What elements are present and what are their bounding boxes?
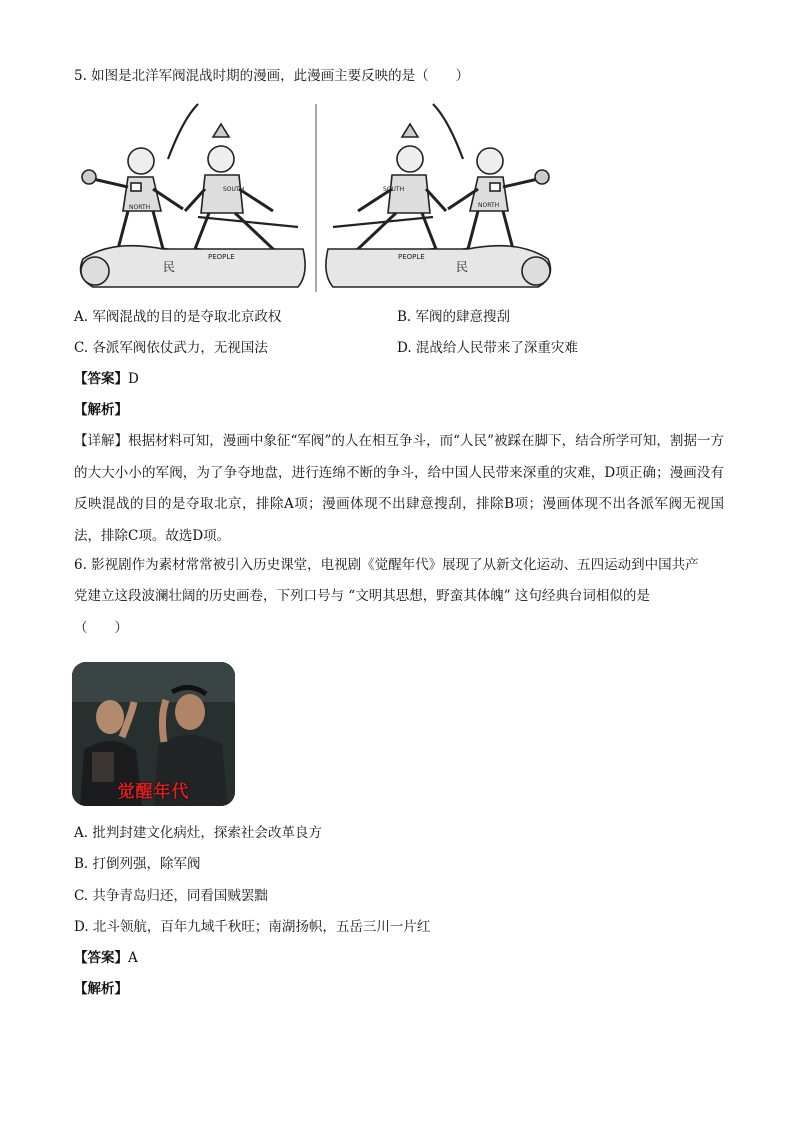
cartoon-label-people-right: PEOPLE — [398, 253, 425, 261]
cartoon-label-south-left: SOUTH — [223, 186, 245, 193]
question-6-stem-line1: 6. 影视剧作为素材常常被引入历史课堂，电视剧《觉醒年代》展现了从新文化运动、五四运动到中国共产 — [74, 557, 699, 573]
q5-option-c: C. 各派军阀依仗武力，无视国法 — [74, 340, 268, 356]
question-6-stem-line3: （ ） — [74, 620, 128, 636]
cartoon-label-north-right: NORTH — [478, 202, 500, 209]
q5-answer-label: 【答案】 — [74, 371, 128, 387]
awakening-age-poster-image — [72, 662, 235, 806]
question-6-stem-line2: 党建立这段波澜壮阔的历史画卷，下列口号与 “文明其思想，野蛮其体魄” 这句经典台词相似的是 — [74, 588, 650, 604]
q6-answer-value: A — [128, 950, 138, 966]
q6-answer — [74, 948, 138, 968]
q5-option-b: B. 军阀的肆意搜刮 — [397, 309, 511, 325]
cartoon-label-min-right: 民 — [456, 260, 469, 274]
q6-answer-label: 【答案】 — [74, 950, 128, 966]
question-5-stem: 5. 如图是北洋军阀混战时期的漫画，此漫画主要反映的是（ ） — [74, 68, 470, 84]
q5-answer — [74, 369, 139, 389]
q5-option-a: A. 军阀混战的目的是夺取北京政权 — [74, 309, 282, 325]
cartoon-label-north-left: NORTH — [129, 204, 151, 211]
q5-option-d: D. 混战给人民带来了深重灾难 — [397, 340, 578, 356]
cartoon-label-people-left: PEOPLE — [208, 253, 235, 261]
q5-detail-explanation: 【详解】根据材料可知，漫画中象征“军阀”的人在相互争斗，而“人民”被踩在脚下，结合所学可知，割据一方的大大小小的军阀，为了争夺地盘，进行连绵不断的争斗，给中国人民带来深重的灾难，D项正确；漫画没有反映混战的目的是夺取北京，排除A项；漫画体现不出肆意搜刮，排除B项；漫画体现不出各派军阀无视国法，排除C项。故选D项。 — [74, 433, 724, 544]
poster-title: 觉醒年代 — [117, 782, 190, 802]
cartoon-label-min-left: 民 — [163, 260, 176, 274]
q6-option-d: D. 北斗领航，百年九域千秋旺；南湖扬帜，五岳三川一片红 — [74, 919, 431, 935]
cartoon-label-south-right: SOUTH — [383, 186, 405, 193]
q6-option-c: C. 共争青岛归还，同看国贼罢黜 — [74, 888, 268, 904]
q6-analysis-label: 【解析】 — [74, 981, 128, 997]
q5-answer-value: D — [128, 371, 139, 387]
q6-option-b: B. 打倒列强，除军阀 — [74, 856, 201, 872]
warlord-cartoon-image — [73, 99, 558, 295]
q5-analysis-label: 【解析】 — [74, 402, 128, 418]
q6-option-a: A. 批判封建文化病灶，探索社会改革良方 — [74, 825, 322, 841]
